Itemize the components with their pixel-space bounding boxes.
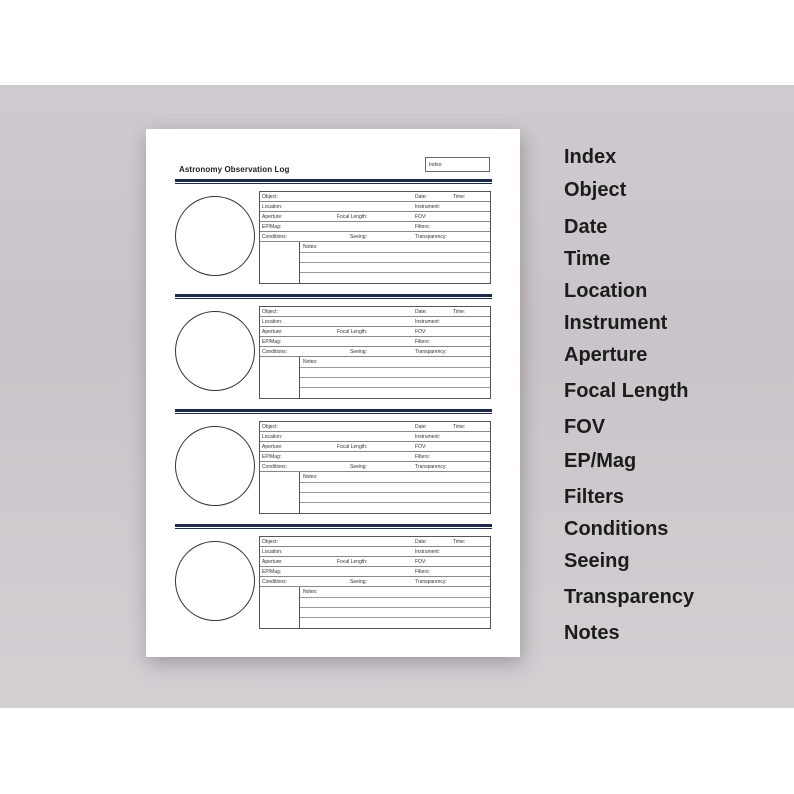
feature-item: Focal Length bbox=[564, 380, 689, 402]
entry-form bbox=[259, 536, 491, 629]
form-row bbox=[260, 337, 490, 347]
fov-label: FOV: bbox=[415, 214, 427, 220]
filters-label: Filters: bbox=[415, 224, 430, 230]
ep-mag-label: EP/Mag: bbox=[262, 339, 282, 345]
focal-length-label: Focal Length: bbox=[337, 329, 368, 335]
feature-item: Instrument bbox=[564, 312, 668, 334]
form-row bbox=[260, 537, 490, 547]
seeing-label: Seeing: bbox=[350, 234, 367, 240]
notes-line bbox=[300, 492, 490, 493]
section-rule bbox=[175, 524, 492, 527]
fov-label: FOV: bbox=[415, 329, 427, 335]
instrument-label: Instrument: bbox=[415, 204, 441, 210]
instrument-label: Instrument: bbox=[415, 549, 441, 555]
form-row bbox=[260, 422, 490, 432]
object-label: Object: bbox=[262, 194, 278, 200]
form-row bbox=[260, 202, 490, 212]
focal-length-label: Focal Length: bbox=[337, 444, 368, 450]
conditions-label: Conditions: bbox=[262, 349, 288, 355]
instrument-label: Instrument: bbox=[415, 319, 441, 325]
ep-mag-label: EP/Mag: bbox=[262, 224, 282, 230]
form-row bbox=[260, 317, 490, 327]
notes-line bbox=[300, 607, 490, 608]
ep-mag-label: EP/Mag: bbox=[262, 454, 282, 460]
observation-entry bbox=[146, 191, 520, 286]
form-row bbox=[260, 232, 490, 242]
form-row bbox=[260, 452, 490, 462]
notes-line bbox=[300, 377, 490, 378]
sketch-circle bbox=[175, 426, 255, 506]
time-label: Time: bbox=[453, 424, 466, 430]
transparency-label: Transparency: bbox=[415, 579, 447, 585]
form-row bbox=[260, 307, 490, 317]
observation-entry bbox=[146, 421, 520, 516]
aperture-label: Aperture: bbox=[262, 559, 283, 565]
notes-line bbox=[300, 502, 490, 503]
feature-item: Notes bbox=[564, 622, 620, 644]
notes-left-cell bbox=[260, 587, 300, 628]
notes-line bbox=[300, 262, 490, 263]
time-label: Time: bbox=[453, 194, 466, 200]
date-label: Date: bbox=[415, 309, 427, 315]
location-label: Location: bbox=[262, 434, 283, 440]
notes-line bbox=[300, 387, 490, 388]
fov-label: FOV: bbox=[415, 559, 427, 565]
instrument-label: Instrument: bbox=[415, 434, 441, 440]
form-row bbox=[260, 547, 490, 557]
transparency-label: Transparency: bbox=[415, 349, 447, 355]
sketch-circle bbox=[175, 541, 255, 621]
sketch-circle bbox=[175, 311, 255, 391]
notes-line bbox=[300, 367, 490, 368]
transparency-label: Transparency: bbox=[415, 234, 447, 240]
aperture-label: Aperture: bbox=[262, 214, 283, 220]
form-row bbox=[260, 442, 490, 452]
feature-item: Transparency bbox=[564, 586, 695, 608]
time-label: Time: bbox=[453, 309, 466, 315]
date-label: Date: bbox=[415, 194, 427, 200]
filters-label: Filters: bbox=[415, 569, 430, 575]
notes-left-cell bbox=[260, 472, 300, 513]
feature-item: FOV bbox=[564, 416, 606, 438]
sketch-circle bbox=[175, 196, 255, 276]
date-label: Date: bbox=[415, 424, 427, 430]
conditions-label: Conditions: bbox=[262, 579, 288, 585]
notes-label: Notes: bbox=[303, 589, 318, 595]
notes-label: Notes: bbox=[303, 244, 318, 250]
form-row bbox=[260, 567, 490, 577]
conditions-label: Conditions: bbox=[262, 464, 288, 470]
transparency-label: Transparency: bbox=[415, 464, 447, 470]
observation-entry bbox=[146, 306, 520, 401]
feature-item: EP/Mag bbox=[564, 450, 637, 472]
filters-label: Filters: bbox=[415, 454, 430, 460]
entry-form bbox=[259, 421, 491, 514]
section-rule bbox=[175, 294, 492, 297]
feature-item: Aperture bbox=[564, 344, 648, 366]
feature-item: Object bbox=[564, 179, 627, 201]
feature-item: Filters bbox=[564, 486, 625, 508]
observation-entry bbox=[146, 536, 520, 631]
feature-item: Time bbox=[564, 248, 611, 270]
form-row bbox=[260, 212, 490, 222]
object-label: Object: bbox=[262, 309, 278, 315]
entry-form bbox=[259, 306, 491, 399]
entry-form bbox=[259, 191, 491, 284]
feature-list bbox=[564, 146, 784, 656]
notes-line bbox=[300, 617, 490, 618]
focal-length-label: Focal Length: bbox=[337, 214, 368, 220]
location-label: Location: bbox=[262, 319, 283, 325]
section-rule bbox=[175, 409, 492, 412]
focal-length-label: Focal Length: bbox=[337, 559, 368, 565]
form-row bbox=[260, 557, 490, 567]
notes-left-cell bbox=[260, 357, 300, 398]
notes-line bbox=[300, 597, 490, 598]
filters-label: Filters: bbox=[415, 339, 430, 345]
notes-label: Notes: bbox=[303, 474, 318, 480]
form-row bbox=[260, 577, 490, 587]
time-label: Time: bbox=[453, 539, 466, 545]
form-row bbox=[260, 347, 490, 357]
form-row bbox=[260, 462, 490, 472]
index-label: Index: bbox=[429, 162, 443, 168]
feature-item: Conditions bbox=[564, 518, 669, 540]
form-row bbox=[260, 432, 490, 442]
conditions-label: Conditions: bbox=[262, 234, 288, 240]
seeing-label: Seeing: bbox=[350, 579, 367, 585]
section-rule bbox=[175, 179, 492, 182]
log-sheet bbox=[146, 129, 520, 657]
notes-line bbox=[300, 272, 490, 273]
notes-line bbox=[300, 482, 490, 483]
notes-line bbox=[300, 252, 490, 253]
aperture-label: Aperture: bbox=[262, 444, 283, 450]
feature-item: Date bbox=[564, 216, 608, 238]
form-row bbox=[260, 327, 490, 337]
aperture-label: Aperture: bbox=[262, 329, 283, 335]
form-row bbox=[260, 222, 490, 232]
form-row bbox=[260, 192, 490, 202]
seeing-label: Seeing: bbox=[350, 349, 367, 355]
fov-label: FOV: bbox=[415, 444, 427, 450]
feature-item: Index bbox=[564, 146, 617, 168]
index-box bbox=[425, 157, 490, 172]
seeing-label: Seeing: bbox=[350, 464, 367, 470]
object-label: Object: bbox=[262, 424, 278, 430]
location-label: Location: bbox=[262, 204, 283, 210]
location-label: Location: bbox=[262, 549, 283, 555]
object-label: Object: bbox=[262, 539, 278, 545]
ep-mag-label: EP/Mag: bbox=[262, 569, 282, 575]
date-label: Date: bbox=[415, 539, 427, 545]
notes-label: Notes: bbox=[303, 359, 318, 365]
notes-left-cell bbox=[260, 242, 300, 283]
feature-item: Location bbox=[564, 280, 648, 302]
feature-item: Seeing bbox=[564, 550, 630, 572]
log-title: Astronomy Observation Log bbox=[179, 165, 290, 174]
